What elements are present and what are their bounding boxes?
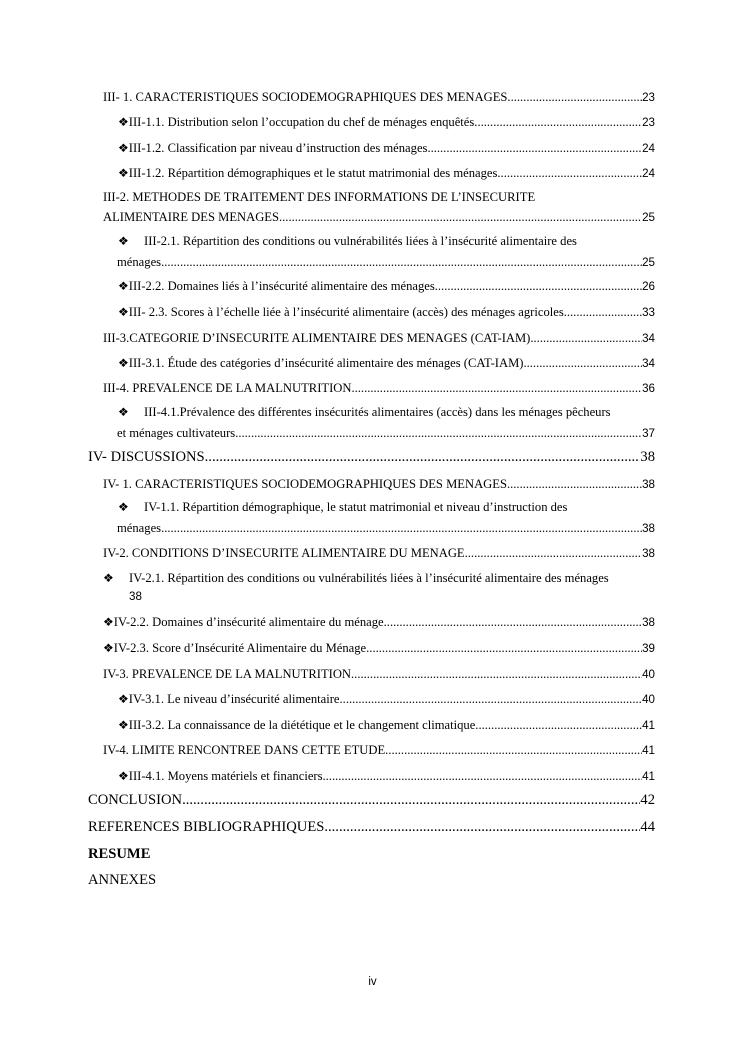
toc-entry[interactable]: III-3.CATEGORIE D’INSECURITE ALIMENTAIRE DES MENAGES (CAT-IAM) ..... 34 (103, 330, 655, 347)
toc-entry[interactable]: ❖ III-2.2. Domaines liés à l’insécurité alimentaire des ménages ..... 26 (118, 278, 655, 295)
toc-entry[interactable]: IV-2. CONDITIONS D’INSECURITE ALIMENTAIRE DU MENAGE ..... 38 (103, 545, 655, 562)
diamond-bullet-icon: ❖ (118, 769, 129, 783)
diamond-bullet-icon: ❖ (118, 305, 129, 319)
diamond-bullet-icon: ❖ (103, 571, 114, 585)
toc-entry[interactable]: ❖ III- 2.3. Scores à l’échelle liée à l’insécurité alimentaire (accès) des ménages agricoles ..... 33 (118, 304, 655, 321)
toc-entry[interactable]: ❖ IV-3.1. Le niveau d’insécurité alimentaire ..... 40 (118, 691, 655, 708)
toc-entry-chapter[interactable]: REFERENCES BIBLIOGRAPHIQUES ..... 44 (88, 819, 655, 836)
toc-entry[interactable]: ❖ IV-2.2. Domaines d’insécurité alimentaire du ménage ..... 38 (103, 614, 655, 631)
toc-entry[interactable]: IV-3. PREVALENCE DE LA MALNUTRITION ..... 40 (103, 666, 655, 683)
diamond-bullet-icon: ❖ (118, 500, 129, 514)
diamond-bullet-icon: ❖ (118, 141, 129, 155)
toc-entry[interactable]: IV- 1. CARACTERISTIQUES SOCIODEMOGRAPHIQUES DES MENAGES ..... 38 (103, 476, 655, 493)
diamond-bullet-icon: ❖ (118, 405, 129, 419)
toc-entry[interactable]: ❖ III-3.2. La connaissance de la diététique et le changement climatique ..... 41 (118, 717, 655, 734)
toc-entry[interactable]: ❖ III-4.1. Moyens matériels et financiers ..... 41 (118, 768, 655, 785)
toc-entry[interactable]: et ménages cultivateurs ..... 37 (117, 425, 655, 442)
toc-entry[interactable]: ALIMENTAIRE DES MENAGES ..... 25 (103, 209, 655, 226)
toc-entry-annexes[interactable]: ANNEXES (88, 872, 157, 888)
toc-entry-resume[interactable]: RESUME (88, 846, 151, 862)
toc-entry-chapter[interactable]: CONCLUSION ..... 42 (88, 792, 655, 809)
diamond-bullet-icon: ❖ (103, 615, 114, 629)
diamond-bullet-icon: ❖ (118, 692, 129, 706)
toc-entry[interactable]: III-4. PREVALENCE DE LA MALNUTRITION ..... 36 (103, 380, 655, 397)
toc-entry[interactable]: ❖ IV-2.3. Score d’Insécurité Alimentaire du Ménage ..... 39 (103, 640, 655, 657)
toc-entry[interactable]: III- 1. CARACTERISTIQUES SOCIODEMOGRAPHIQUES DES MENAGES ..... 23 (103, 89, 655, 106)
diamond-bullet-icon: ❖ (118, 234, 129, 248)
diamond-bullet-icon: ❖ (103, 641, 114, 655)
toc-entry[interactable]: ménages ..... 25 (117, 254, 655, 271)
diamond-bullet-icon: ❖ (118, 279, 129, 293)
toc-entry[interactable]: ❖ III-1.1. Distribution selon l’occupation du chef de ménages enquêtés ..... 23 (118, 114, 655, 131)
toc-entry[interactable]: ❖ III-3.1. Étude des catégories d’insécurité alimentaire des ménages (CAT-IAM) ..... 34 (118, 355, 655, 372)
toc-entry[interactable]: ❖ III-1.2. Classification par niveau d’instruction des ménages ..... 24 (118, 140, 655, 157)
toc-entry-line1[interactable]: ❖ IV-1.1. Répartition démographique, le statut matrimonial et niveau d’instruction des (118, 500, 568, 514)
toc-entry-line1[interactable]: ❖ III-4.1.Prévalence des différentes insécurités alimentaires (accès) dans les ménages pêcheurs (118, 405, 611, 419)
toc-page-number[interactable]: 38 (129, 590, 142, 603)
toc-entry-line1[interactable]: ❖ IV-2.1. Répartition des conditions ou vulnérabilités liées à l’insécurité alimentaire des ménages (103, 571, 609, 585)
diamond-bullet-icon: ❖ (118, 356, 129, 370)
diamond-bullet-icon: ❖ (118, 115, 129, 129)
toc-entry[interactable]: ❖ III-1.2. Répartition démographiques et le statut matrimonial des ménages ..... 24 (118, 165, 655, 182)
page-number: iv (368, 976, 377, 988)
diamond-bullet-icon: ❖ (118, 718, 129, 732)
toc-entry[interactable]: ménages ..... 38 (117, 520, 655, 537)
diamond-bullet-icon: ❖ (118, 166, 129, 180)
toc-entry-chapter[interactable]: IV- DISCUSSIONS ..... 38 (88, 449, 655, 466)
toc-entry-line1[interactable]: ❖ III-2.1. Répartition des conditions ou vulnérabilités liées à l’insécurité alimentaire des (118, 234, 577, 248)
toc-entry[interactable]: IV-4. LIMITE RENCONTREE DANS CETTE ETUDE ..... 41 (103, 742, 655, 759)
toc-entry-line1[interactable]: III-2. METHODES DE TRAITEMENT DES INFORMATIONS DE L’INSECURITE (103, 190, 536, 204)
